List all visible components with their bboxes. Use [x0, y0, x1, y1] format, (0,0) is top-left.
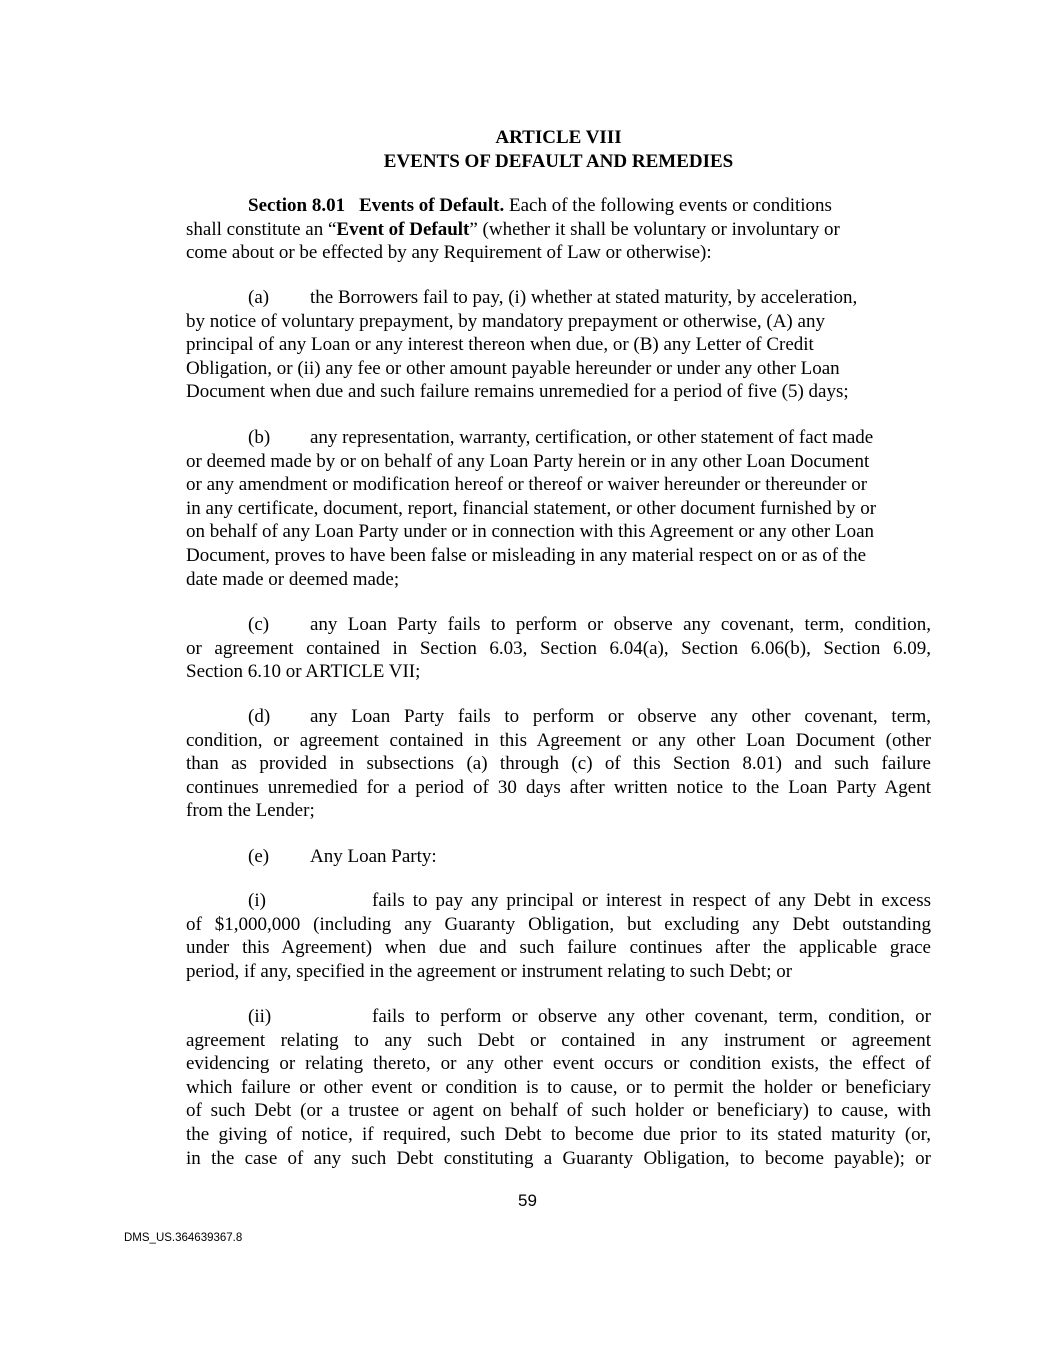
clause-e-i-line-2: of $1,000,000 (including any Guaranty Obligation, but excluding any Debt outstanding — [186, 913, 931, 935]
clause-c-text-1: any Loan Party fails to perform or observe any covenant, term, condition, — [310, 614, 931, 635]
section-intro — [186, 194, 931, 265]
clause-b-line-4: in any certificate, document, report, financial statement, or other document furnished by or — [186, 497, 877, 519]
clause-c-line-2: or agreement contained in Section 6.03, Section 6.04(a), Section 6.06(b), Section 6.09, — [186, 637, 931, 659]
clause-b-line-1 — [186, 426, 931, 450]
clause-a-line-5: Document when due and such failure remains unremedied for a period of five (5) days; — [186, 381, 849, 403]
clause-a-line-2: by notice of voluntary prepayment, by mandatory prepayment or otherwise, (A) any — [186, 310, 825, 332]
clause-d-label: (d) — [248, 706, 271, 727]
clause-d-line-5: from the Lender; — [186, 800, 315, 822]
clause-e-ii-line-3: evidencing or relating thereto, or any other event occurs or condition exists, the effect of — [186, 1053, 931, 1075]
clause-a-text-1: the Borrowers fail to pay, (i) whether at stated maturity, by acceleration, — [310, 287, 858, 308]
section-intro-line-3: come about or be effected by any Requirement of Law or otherwise): — [186, 242, 712, 264]
clause-c-line-1 — [186, 613, 931, 637]
section-text-1: Each of the following events or conditions — [504, 195, 832, 216]
clause-e-i-line-1 — [186, 889, 931, 913]
clause-e-ii-line-2: agreement relating to any such Debt or contained in any instrument or agreement — [186, 1029, 931, 1051]
section-text-2a: shall constitute an “ — [186, 218, 337, 240]
clause-b-line-3: or any amendment or modification hereof or thereof or waiver hereunder or thereunder or — [186, 474, 868, 496]
clause-e — [186, 845, 931, 869]
section-number: Section 8.01 — [248, 195, 346, 216]
clause-d-text-1: any Loan Party fails to perform or observe any other covenant, term, — [310, 706, 931, 727]
clause-a-line-3: principal of any Loan or any interest thereon when due, or (B) any Letter of Credit — [186, 334, 814, 356]
clause-e-ii-line-4: which failure or other event or condition is to cause, or to permit the holder or beneficiary — [186, 1076, 931, 1098]
clause-a-label: (a) — [248, 287, 270, 308]
section-heading: Events of Default. — [359, 195, 505, 216]
clause-d-line-4: continues unremedied for a period of 30 days after written notice to the Loan Party Agent — [186, 776, 931, 798]
clause-e-label: (e) — [248, 846, 270, 867]
clause-b-label: (b) — [248, 427, 271, 448]
clause-d-line-1 — [186, 705, 931, 729]
clause-e-ii-line-1 — [186, 1005, 931, 1029]
section-intro-line-2 — [186, 218, 931, 242]
article-number: ARTICLE VIII — [495, 127, 622, 148]
clause-b-line-2: or deemed made by or on behalf of any Loan Party herein or in any other Loan Document — [186, 450, 870, 472]
clause-b-text-1: any representation, warranty, certification, or other statement of fact made — [310, 427, 874, 448]
section-intro-line-1 — [186, 194, 931, 218]
clause-a-line-4: Obligation, or (ii) any fee or other amount payable hereunder or under any other Loan — [186, 357, 840, 379]
clause-e-ii-line-6: the giving of notice, if required, such Debt to become due prior to its stated maturity (or, — [186, 1123, 931, 1145]
clause-e-ii — [186, 1005, 931, 1170]
clause-e-text: Any Loan Party: — [310, 846, 437, 867]
clause-e-line-1 — [186, 845, 931, 869]
clause-d-line-2: condition, or agreement contained in this Agreement or any other Loan Document (other — [186, 729, 931, 751]
clause-a-line-1 — [186, 286, 931, 310]
clause-d — [186, 705, 931, 823]
clause-d-line-3: than as provided in subsections (a) through (c) of this Section 8.01) and such failure — [186, 753, 931, 775]
clause-c — [186, 613, 931, 684]
section-text-2b: ” (whether it shall be voluntary or involuntary or — [469, 218, 840, 240]
clause-e-ii-line-5: of such Debt (or a trustee or agent on behalf of such holder or beneficiary) to cause, with — [186, 1100, 931, 1122]
clause-a — [186, 286, 931, 404]
clause-e-i-line-3: under this Agreement) when due and such failure continues after the applicable grace — [186, 937, 931, 959]
page-number: 59 — [518, 1191, 537, 1210]
defined-term-event-of-default: Event of Default — [336, 218, 470, 240]
clause-e-ii-line-7: in the case of any such Debt constituting a Guaranty Obligation, to become payable); or — [186, 1147, 931, 1169]
clause-b-line-5: on behalf of any Loan Party under or in connection with this Agreement or any other Loan — [186, 521, 875, 543]
clause-b-line-6: Document, proves to have been false or misleading in any material respect on or as of the — [186, 544, 867, 566]
article-title: EVENTS OF DEFAULT AND REMEDIES — [383, 151, 734, 172]
clause-e-ii-text-1: fails to perform or observe any other covenant, term, condition, or — [372, 1006, 931, 1027]
clause-b — [186, 426, 931, 591]
clause-e-i — [186, 889, 931, 983]
clause-e-i-line-4: period, if any, specified in the agreement or instrument relating to such Debt; or — [186, 960, 793, 982]
clause-e-i-label: (i) — [248, 890, 266, 911]
clause-e-ii-label: (ii) — [248, 1006, 272, 1027]
clause-b-line-7: date made or deemed made; — [186, 568, 400, 590]
clause-e-i-text-1: fails to pay any principal or interest in respect of any Debt in excess — [372, 890, 931, 911]
document-id: DMS_US.364639367.8 — [124, 1232, 243, 1244]
clause-c-line-3: Section 6.10 or ARTICLE VII; — [186, 661, 421, 683]
clause-c-label: (c) — [248, 614, 270, 635]
